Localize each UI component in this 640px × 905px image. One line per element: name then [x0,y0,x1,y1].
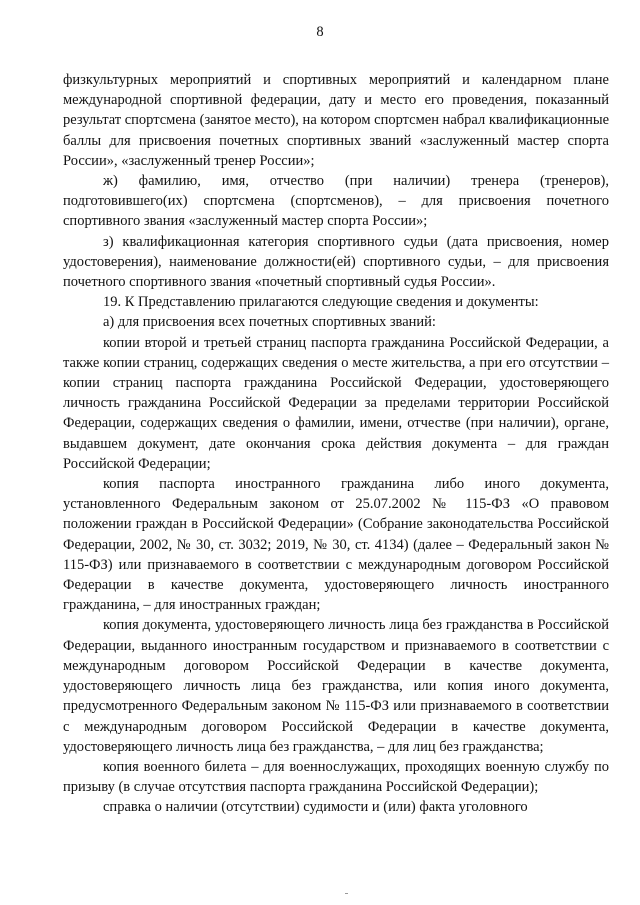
scan-speck [345,893,348,894]
paragraph-stateless-document: копия документа, удостоверяющего личность лица без гражданства в Российской Федерации, выданного иностранным государством и признаваемого в соответствии с международным договором Российской Федерации в качестве документа, удостоверяющего личность лица без гражданства, или копия иного документа, предусмотренного Федеральным законом № 115-ФЗ или признаваемого в соответствии с международным договором Российской Федерации в качестве документа, удостоверяющего личность лица без гражданства, – для лиц без гражданства; [63,617,609,755]
paragraph-passport-foreign: копия паспорта иностранного гражданина либо иного документа, установленного Федеральным законом от 25.07.2002 № 115-ФЗ «О правовом положении граждан в Российской Федерации» (Собрание законодательства Российской Федерации, 2002, № 30, ст. 3032; 2019, № 30, ст. 4134) (далее – Федеральный закон № 115-ФЗ) или признаваемого в соответствии с международным договором Российской Федерации в качестве документа, удостоверяющего личность иностранного гражданина, – для иностранных граждан; [63,476,609,614]
paragraph-item-z: з) квалификационная категория спортивного судьи (дата присвоения, номер удостоверения), наименование должности(ей) спортивного судьи, – для присвоения почетного спортивного звания «почетный спортивный судья России». [63,233,609,291]
paragraph-continuation: физкультурных мероприятий и спортивных мероприятий и календарном плане международной спортивной федерации, дату и место его проведения, показанный результат спортсмена (занятое место), на котором спортсмен набрал квалификационные баллы для присвоения почетных спортивных званий «заслуженный мастер спорта России», «заслуженный тренер России»; [63,72,610,169]
paragraph-item-a: а) для присвоения всех почетных спортивных званий: [103,314,436,331]
paragraph-military-id: копия военного билета – для военнослужащих, проходящих военную службу по призыву (в случае отсутствия паспорта гражданина Российской Федерации); [63,758,609,796]
paragraph-criminal-record: справка о наличии (отсутствии) судимости и (или) факта уголовного [103,799,528,816]
paragraph-passport-rf: копии второй и третьей страниц паспорта гражданина Российской Федерации, а также копии страниц, содержащих сведения о месте жительства, а при его отсутствии – копии страниц паспорта гражданина Российской Федерации, удостоверяющего личность гражданина Российской Федерации за пределами территории Российской Федерации, содержащих сведения о фамилии, имени, отчестве (при наличии), органе, выдавшем документ, дате окончания срока действия документа – для граждан Российской Федерации; [63,334,609,472]
document-body [63,70,609,818]
paragraph-section-19: 19. К Представлению прилагаются следующие сведения и документы: [103,294,539,311]
page-number: 8 [316,24,324,40]
paragraph-item-zh: ж) фамилию, имя, отчество (при наличии) тренера (тренеров), подготовившего(их) спортсмена (спортсменов), – для присвоения почетного спортивного звания «заслуженный мастер спорта России»; [63,173,609,230]
